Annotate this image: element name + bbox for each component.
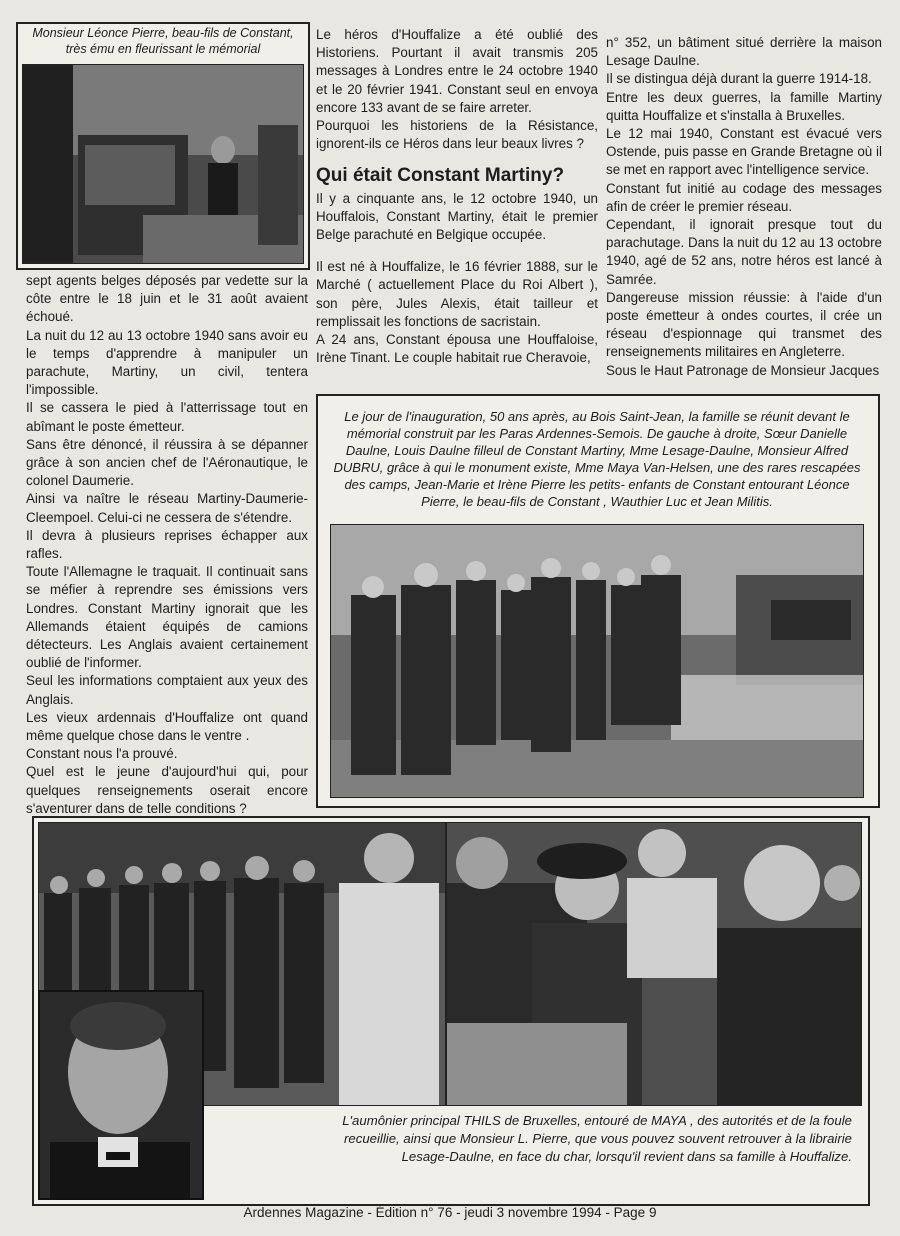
top-photo-caption: Monsieur Léonce Pierre, beau-fils de Constant, très ému en fleurissant le mémorial	[32, 26, 294, 56]
middle-column-text	[316, 26, 598, 367]
left-paragraph: Il devra à plusieurs reprises échapper aux rafles.	[26, 527, 308, 562]
left-paragraph: sept agents belges déposés par vedette sur la côte entre le 18 juin et le 31 août avaient échoué.	[26, 273, 308, 325]
right-paragraph: Dangereuse mission réussie: à l'aide d'un poste émetteur à ondes courtes, il crée un réseau d'espionnage qui transmet des renseignements militaires en Angleterre.	[606, 289, 882, 360]
right-paragraph: Il se distingua déjà durant la guerre 1914-18.	[606, 71, 872, 87]
middle-paragraph: Il y a cinquante ans, le 12 octobre 1940, un Houffalois, Constant Martiny, était le premier Belge parachuté en Belgique occupée.	[316, 190, 598, 243]
left-column-text	[26, 272, 308, 818]
constant-martiny-portrait	[38, 990, 204, 1200]
inauguration-photo-frame	[316, 394, 880, 808]
middle-paragraph: A 24 ans, Constant épousa une Houffaloise, Irène Tinant. Le couple habitait rue Cheravoie,	[316, 332, 598, 366]
ceremony-photo-frame	[32, 816, 870, 1206]
middle-paragraph: Il est né à Houffalize, le 16 février 1888, sur le Marché ( actuellement Place du Roi Albert ), son père, Jules Alexis, était tailleur et remplissait les fonctions de sacristain.	[316, 259, 598, 329]
middle-paragraph: Le héros d'Houffalize a été oublié des Historiens. Pourtant il avait transmis 205 messages à Londres entre le 24 octobre 1940 et le 20 février 1941. Constant seul en envoya encore 133 avant de se faire arreter.	[316, 27, 598, 115]
right-paragraph: Entre les deux guerres, la famille Martiny quitta Houffalize et s'installa à Bruxelles.	[606, 89, 882, 123]
left-paragraph: Constant nous l'a prouvé.	[26, 746, 178, 762]
dignitaries-photo	[446, 822, 862, 1106]
left-paragraph: Les vieux ardennais d'Houffalize ont quand même quelque chose dans le ventre .	[26, 709, 308, 744]
left-paragraph: Il se cassera le pied à l'atterrissage tout en abîmant le poste émetteur.	[26, 400, 308, 434]
top-photo-frame	[16, 22, 310, 270]
ceremony-photo-caption: L'aumônier principal THILS de Bruxelles, entouré de MAYA , des autorités et de la foule recueillie, ainsi que Monsieur L. Pierre, que vous pouvez souvent retrouver à la librairie Lesage-Daulne, en face du char, lorsqu'il revient dans sa famille à Houffalize.	[342, 1113, 852, 1164]
article-heading: Qui était Constant Martiny?	[316, 165, 565, 187]
page-footer: Ardennes Magazine - Édition n° 76 - jeudi 3 novembre 1994 - Page 9	[243, 1205, 657, 1220]
middle-paragraph: Pourquoi les historiens de la Résistance, ignorent-ils ce Héros dans leur beaux livres ?	[316, 118, 598, 152]
left-paragraph: Sans être dénoncé, il réussira à se dépanner grâce à son ancien chef de l'Aéronautique, le colonel Daumerie.	[26, 436, 308, 489]
left-paragraph: Seul les informations comptaient aux yeux des Anglais.	[26, 673, 308, 707]
inauguration-photo-caption: Le jour de l'inauguration, 50 ans après, au Bois Saint-Jean, la famille se réunit devant le mémorial construit par les Paras Ardennes-Semois. De gauche à droite, Sœur Danielle Daulne, Louis Daulne filleul de Constant Martiny, Mme Lesage-Daulne, Monsieur Alfred DUBRU, grâce à qui le monument existe, Mme Maya Van-Helsen, une des rares rescapées des camps, Jean-Marie et Irène Pierre les petits- enfants de Constant entourant Léonce Pierre, le beau-fils de Constant , Wauthier Luc et Jean Militis.	[333, 409, 861, 509]
right-paragraph: Le 12 mai 1940, Constant est évacué vers Ostende, puis passe en Grande Bretagne où il se met en rapport avec l'intelligence service.	[606, 126, 882, 178]
left-paragraph: Quel est le jeune d'aujourd'hui qui, pour quelques renseignements oserait encore s'aventurer dans de telle conditions ?	[26, 764, 308, 816]
right-paragraph: Constant fut initié au codage des messages afin de créer le premier réseau.	[606, 180, 882, 214]
left-paragraph: Ainsi va naître le réseau Martiny-Daumerie-Cleempoel. Celui-ci ne cessera de s'étendre.	[26, 491, 308, 525]
left-paragraph: La nuit du 12 au 13 octobre 1940 sans avoir eu le temps d'apprendre à manipuler un parachute, Martiny, un civil, tentera l'impossible.	[26, 327, 308, 398]
inauguration-family-photo	[330, 524, 864, 798]
memorial-flowering-photo	[22, 64, 304, 264]
left-paragraph: Toute l'Allemagne le traquait. Il continuait sans se méfier à reprendre ses émissions vers Londres. Constant Martiny ignorait que les Allemands étaient équipés de camions détecteurs. Les Anglais avaient certainement oublié de l'informer.	[26, 564, 308, 671]
right-column-text	[606, 34, 882, 380]
right-paragraph: n° 352, un bâtiment situé derrière la maison Lesage Daulne.	[606, 35, 882, 69]
right-paragraph: Sous le Haut Patronage de Monsieur Jacques	[606, 362, 880, 378]
right-paragraph: Cependant, il ignorait presque tout du parachutage. Dans la nuit du 12 au 13 octobre 1940, agé de 52 ans, notre héros est lancé à Samrée.	[606, 217, 882, 287]
